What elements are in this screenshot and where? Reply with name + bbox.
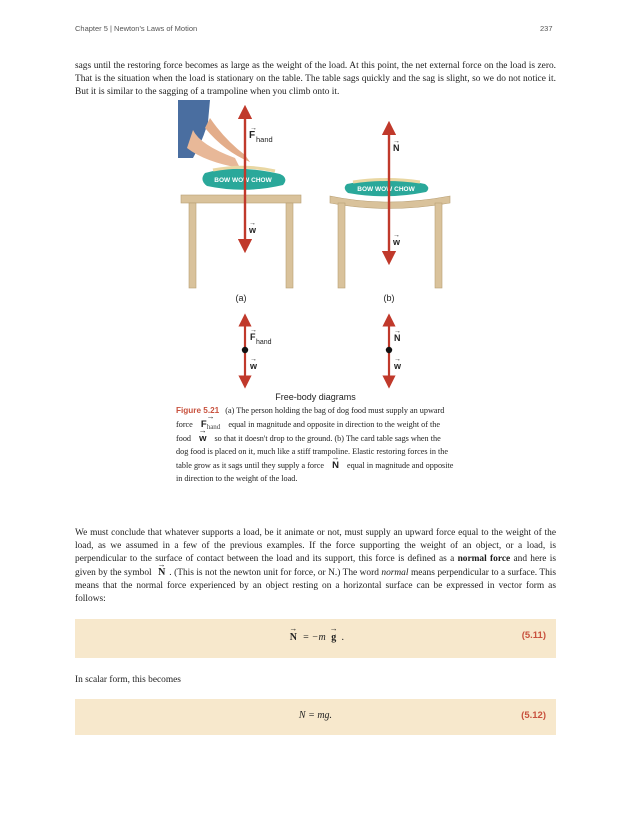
svg-text:hand: hand (256, 135, 273, 144)
paragraph-normal-force: We must conclude that whatever supports a load, be it animate or not, must supply an upward force equal to the weight of the load, as we assumed in a few of the previous examples. If the force supporting the weight of an object, or a load, is perpendicular to the surface of contact between the load and its support, this force is defined as a normal force and here is given by the symbol → N . (This is not the newton unit for force, or N.) The word normal means perpendicular to a surface. This means that the normal force experienced by an object resting on a horizontal surface can be expressed in vector form as follows: (75, 527, 556, 606)
svg-text:F: F (249, 130, 256, 141)
svg-text:w: w (250, 361, 258, 371)
svg-text:w: w (249, 225, 257, 235)
svg-text:→: → (249, 220, 256, 227)
symbol-n-inline: → N (154, 568, 169, 578)
symbol-w: → w (193, 434, 212, 444)
figure-5-21-illustration (75, 100, 556, 405)
panel-a-label: (a) (235, 293, 247, 303)
paragraph-scalar: In scalar form, this becomes (75, 675, 181, 685)
svg-text:→: → (250, 356, 257, 363)
paragraph-intro: sags until the restoring force becomes as large as the weight of the load. At this point, the net external force on the load is zero. That is the situation when the load is stationary on the table. The table sags quickly and the sag is slight, so we do not notice it. But it is similar to the sagging of a trampoline when you climb onto it. (75, 61, 556, 98)
symbol-n: → N (326, 461, 345, 471)
svg-text:→: → (250, 327, 257, 334)
svg-text:→: → (250, 125, 257, 132)
fbd-a-point (242, 347, 248, 353)
svg-text:→: → (393, 138, 400, 145)
equation-number-5-11: (5.11) (521, 630, 546, 641)
svg-text:N: N (393, 143, 400, 153)
equation-5-11-box (75, 619, 556, 658)
svg-text:N: N (394, 333, 401, 343)
bag-label-b: BOW WOW CHOW (357, 186, 415, 193)
equation-5-11: → N = −m → g . (75, 632, 556, 643)
fbd-b (386, 320, 402, 382)
svg-text:F: F (250, 332, 256, 342)
svg-text:→: → (394, 328, 401, 335)
fbd-a (242, 320, 272, 382)
figure-number: Figure 5.21 (176, 406, 220, 415)
equation-number-5-12: (5.12) (521, 710, 546, 721)
svg-text:hand: hand (256, 339, 272, 346)
panel-a (178, 100, 301, 303)
equation-5-12-box (75, 699, 556, 735)
page-number: 237 (540, 24, 553, 33)
svg-text:w: w (393, 237, 401, 247)
svg-text:→: → (394, 356, 401, 363)
svg-text:w: w (394, 361, 402, 371)
free-body-diagrams-title: Free-body diagrams (275, 392, 356, 402)
symbol-f-hand: → $F_{hand}$ (195, 420, 226, 432)
table-top-a (181, 195, 301, 203)
panel-b (330, 128, 450, 303)
panel-b-label: (b) (383, 293, 395, 303)
fbd-b-point (386, 347, 392, 353)
bag-label-a: BOW WOW CHOW (214, 177, 272, 184)
equation-5-12: N = mg. (298, 710, 333, 721)
running-header-chapter: Chapter 5 | Newton's Laws of Motion (75, 24, 198, 33)
svg-text:→: → (393, 232, 400, 239)
figure-caption: Figure 5.21 (a) The person holding the bag of dog food must supply an upward force → $F_{hand}$ equal in magnitude and opposite in direction to the weight of the food → w so that it doesn't drop to the ground. (b) The card table sags when the dog food is placed on it, much like a stiff trampoline. Elastic restoring forces in the table grow as it sags until they supply a force → N equal in magnitude and opposite in direction to the weight of the load. (176, 404, 454, 486)
term-normal-force: normal force (457, 554, 511, 565)
